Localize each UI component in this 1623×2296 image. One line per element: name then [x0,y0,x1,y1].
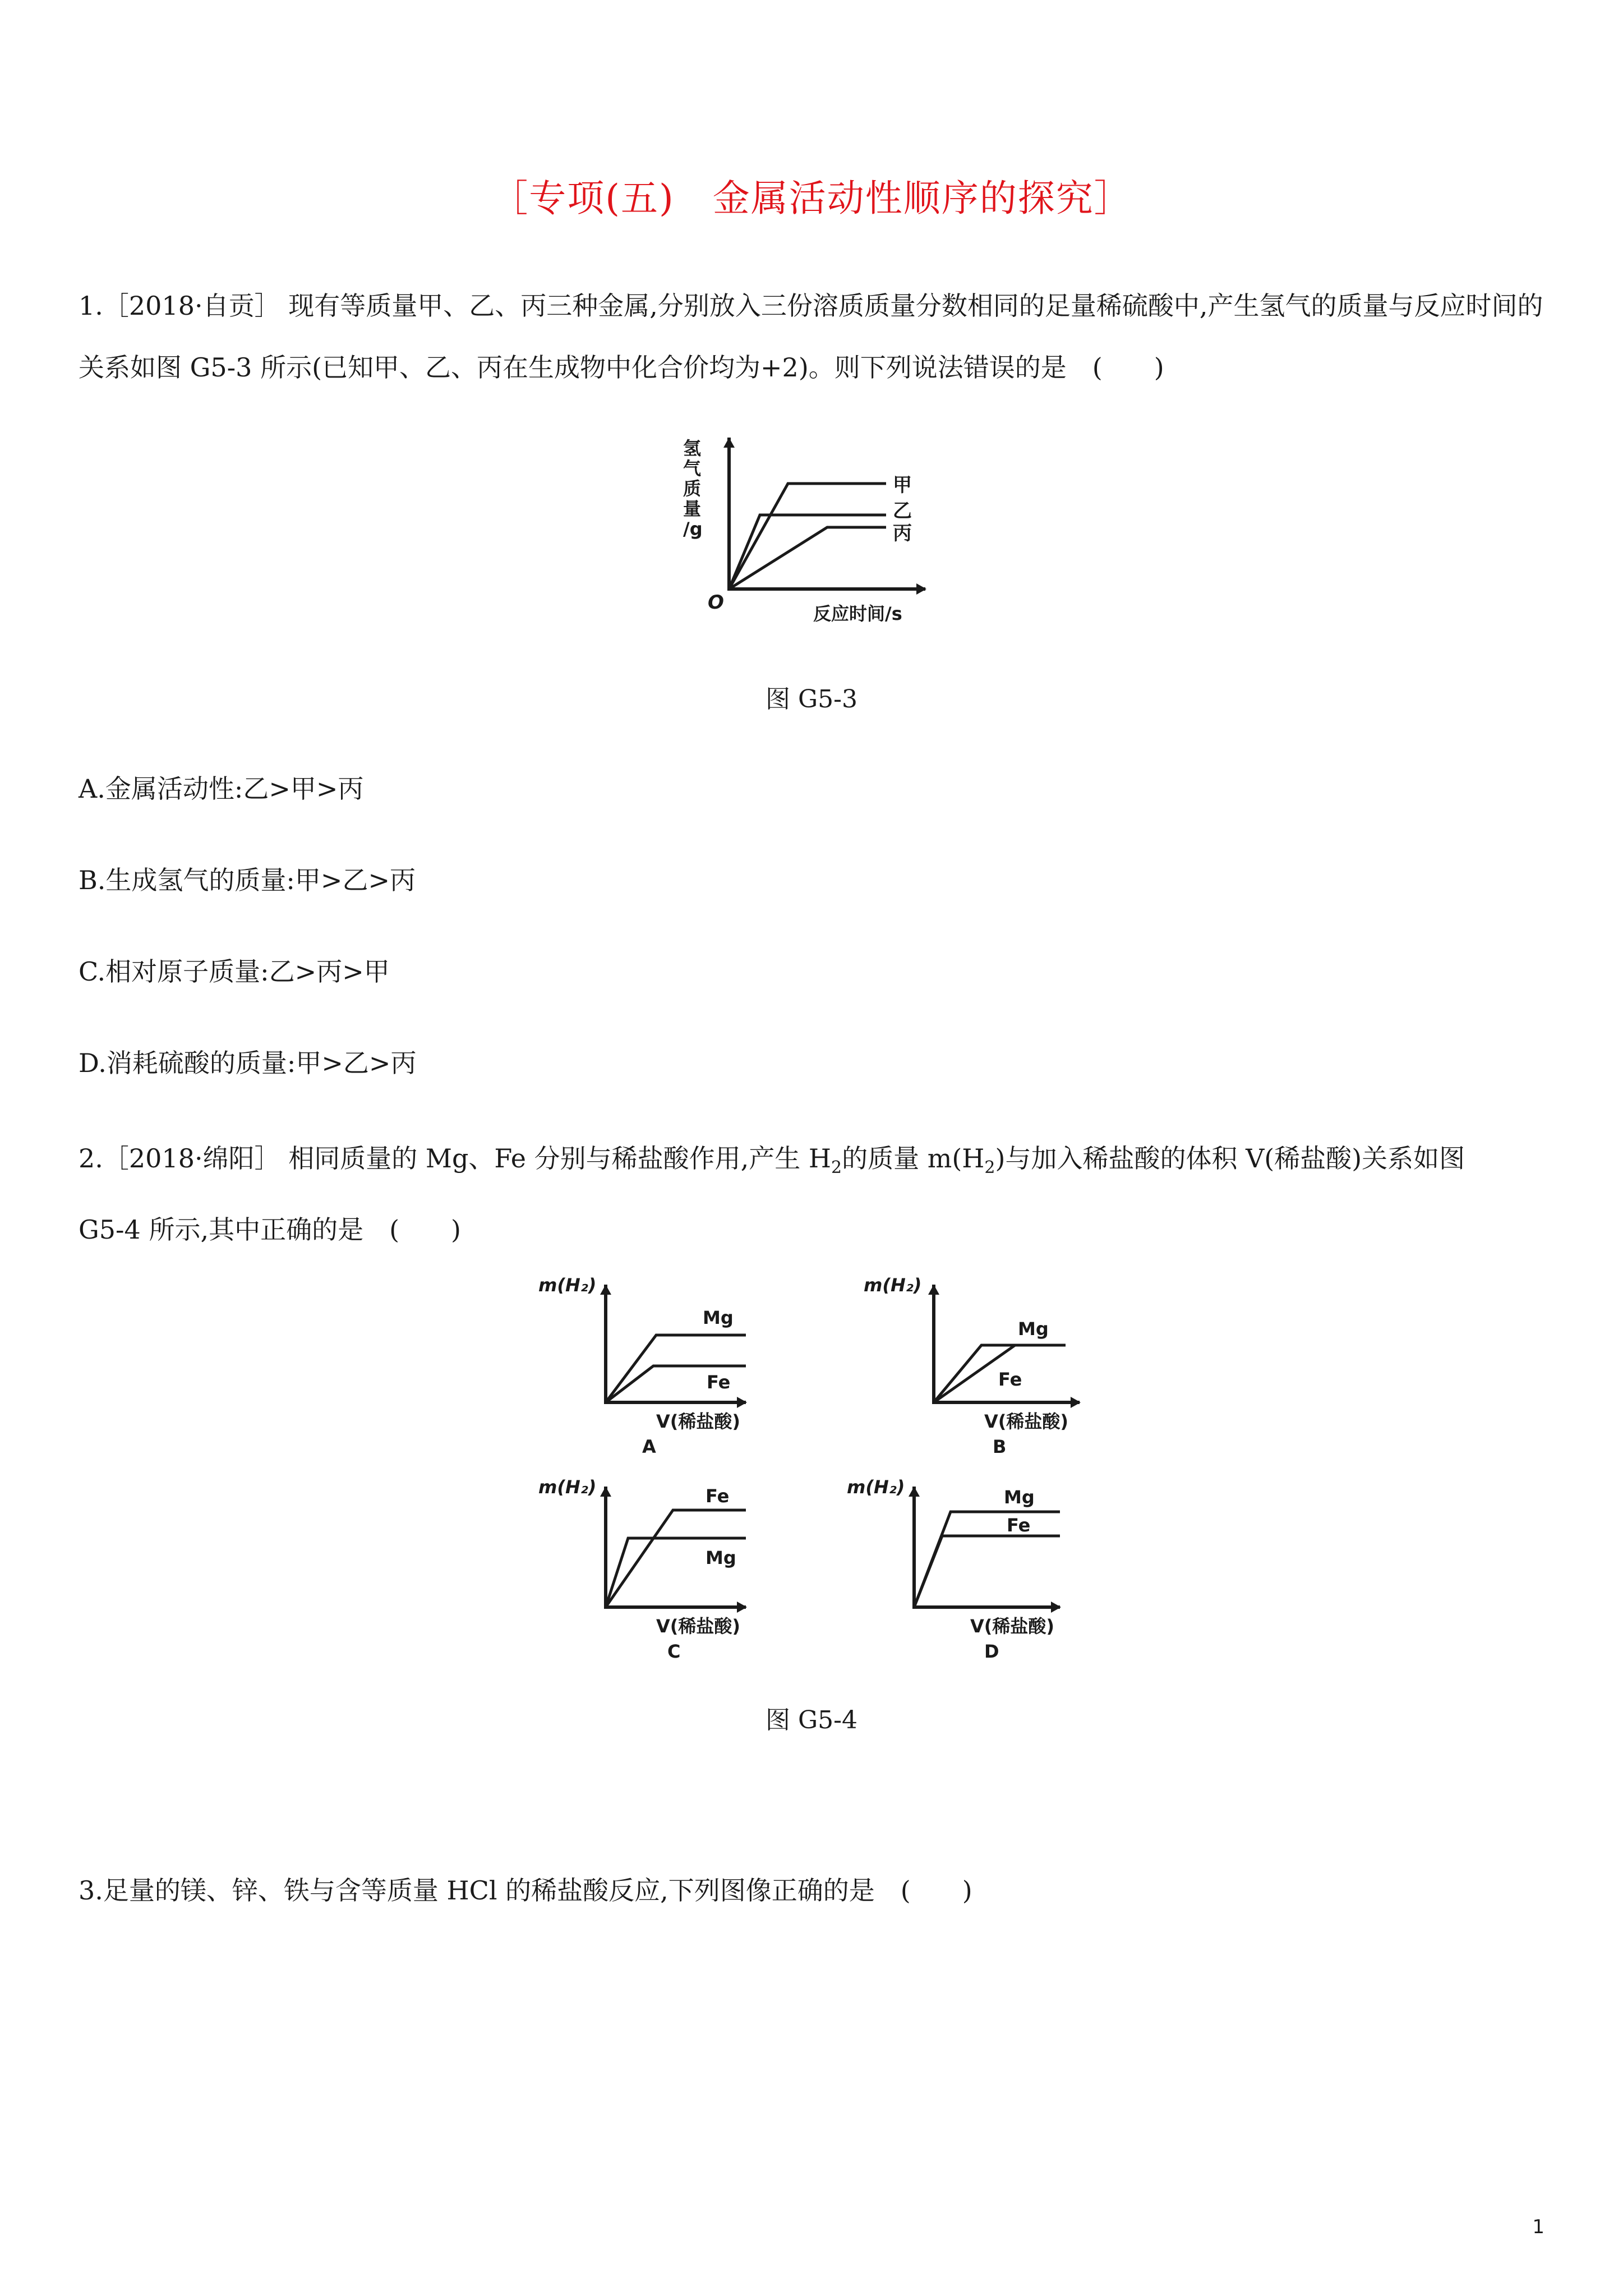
panel-d-letter: D [984,1641,999,1662]
panel-c-letter: C [667,1641,681,1662]
fig1-xlabel: 反应时间/s [813,603,902,624]
page-title: ［专项(五) 金属活动性顺序的探究］ [491,177,1132,220]
question-1-source: ［2018·自贡］ [103,291,280,321]
question-1-text [79,275,1548,398]
figure-caption-g5-4: 图 G5-4 [766,1706,857,1734]
panel-c-x-arrow [737,1602,747,1613]
panel-b-x-arrow [1071,1397,1081,1408]
question-2-sub-2: 2 [984,1158,995,1178]
page-number: 1 [1532,2216,1544,2238]
question-2-text [79,1128,1548,1260]
option-b: B.生成氢气的质量:甲>乙>丙 [79,865,416,895]
panel-a-label-bottom: Fe [707,1372,731,1393]
panel-b-label-bottom: Fe [998,1369,1022,1390]
option-a: A.金属活动性:乙>甲>丙 [79,774,364,804]
panel-b-label-top: Mg [1018,1318,1049,1340]
fig1-ylabel-2: 气 [683,458,702,479]
panel-a-ylabel: m(H₂) [538,1274,597,1296]
fig1-label-yi: 乙 [893,500,912,522]
question-2-source: ［2018·绵阳］ [103,1143,280,1174]
figure-caption-g5-3: 图 G5-3 [766,685,857,714]
panel-d-x-arrow [1051,1602,1061,1613]
option-c: C.相对原子质量:乙>丙>甲 [79,956,390,987]
question-3-text: 3.足量的镁、锌、铁与含等质量 HCl 的稀盐酸反应,下列图像正确的是 ( ) [79,1875,972,1906]
panel-a-xlabel: V(稀盐酸) [656,1411,741,1432]
question-1-body: 现有等质量甲、乙、丙三种金属,分别放入三份溶质质量分数相同的足量稀硫酸中,产生氢气的质量与反应时间的关系如图 G5-3 所示(已知甲、乙、丙在生成物中化合价均为+2)。则下列说法错误的是 ( ) [79,291,1543,383]
panel-a-label-top: Mg [703,1307,734,1328]
panel-c-ylabel: m(H₂) [538,1476,597,1498]
question-2-body-line2: G5-4 所示,其中正确的是 ( ) [79,1214,461,1245]
option-d: D.消耗硫酸的质量:甲>乙>丙 [79,1048,417,1078]
question-2-body-c: )与加入稀盐酸的体积 V(稀盐酸)关系如图 [995,1143,1465,1174]
question-2-body-b: 的质量 m(H [842,1143,985,1174]
question-2-number: 2. [79,1143,103,1174]
panel-c-y-arrow [600,1487,611,1497]
panel-a-letter: A [642,1436,656,1457]
fig1-ylabel-4: 量 [683,498,702,519]
question-1-number: 1. [79,291,103,321]
panel-d-label-bottom: Fe [1007,1515,1031,1536]
question-2-sub-1: 2 [831,1158,842,1178]
panel-b-xlabel: V(稀盐酸) [984,1411,1069,1432]
fig1-ylabel-3: 质 [683,478,702,499]
panel-a-x-arrow [737,1397,747,1408]
fig1-origin: O [708,591,724,614]
fig1-ylabel-5: /g [683,518,703,540]
fig1-ylabel-1: 氢 [683,438,702,459]
fig1-label-bing: 丙 [893,522,912,545]
panel-c-xlabel: V(稀盐酸) [656,1616,741,1637]
fig1-x-arrow [916,583,926,595]
panel-d-ylabel: m(H₂) [847,1476,905,1498]
fig1-y-arrow [723,438,735,448]
figure-g5-4-panel-c [538,1470,763,1660]
panel-d-label-top: Mg [1004,1487,1035,1508]
panel-d-xlabel: V(稀盐酸) [970,1616,1055,1637]
panel-b-ylabel: m(H₂) [864,1274,922,1296]
panel-b-y-arrow [928,1285,939,1295]
figure-g5-4-panel-d [847,1470,1082,1660]
fig1-line-bing [729,527,886,589]
panel-d-line-top [914,1512,1060,1607]
panel-b-letter: B [993,1436,1007,1457]
figure-g5-4-panel-a [538,1268,763,1458]
fig1-label-jia: 甲 [893,474,912,496]
panel-c-label-bottom: Mg [706,1547,736,1568]
panel-c-label-top: Fe [706,1485,730,1507]
panel-a-y-arrow [600,1285,611,1295]
figure-g5-3 [684,438,942,628]
question-2-body-a: 相同质量的 Mg、Fe 分别与稀盐酸作用,产生 H [288,1143,831,1174]
figure-g5-4-panel-b [864,1268,1099,1458]
panel-d-y-arrow [909,1487,920,1497]
